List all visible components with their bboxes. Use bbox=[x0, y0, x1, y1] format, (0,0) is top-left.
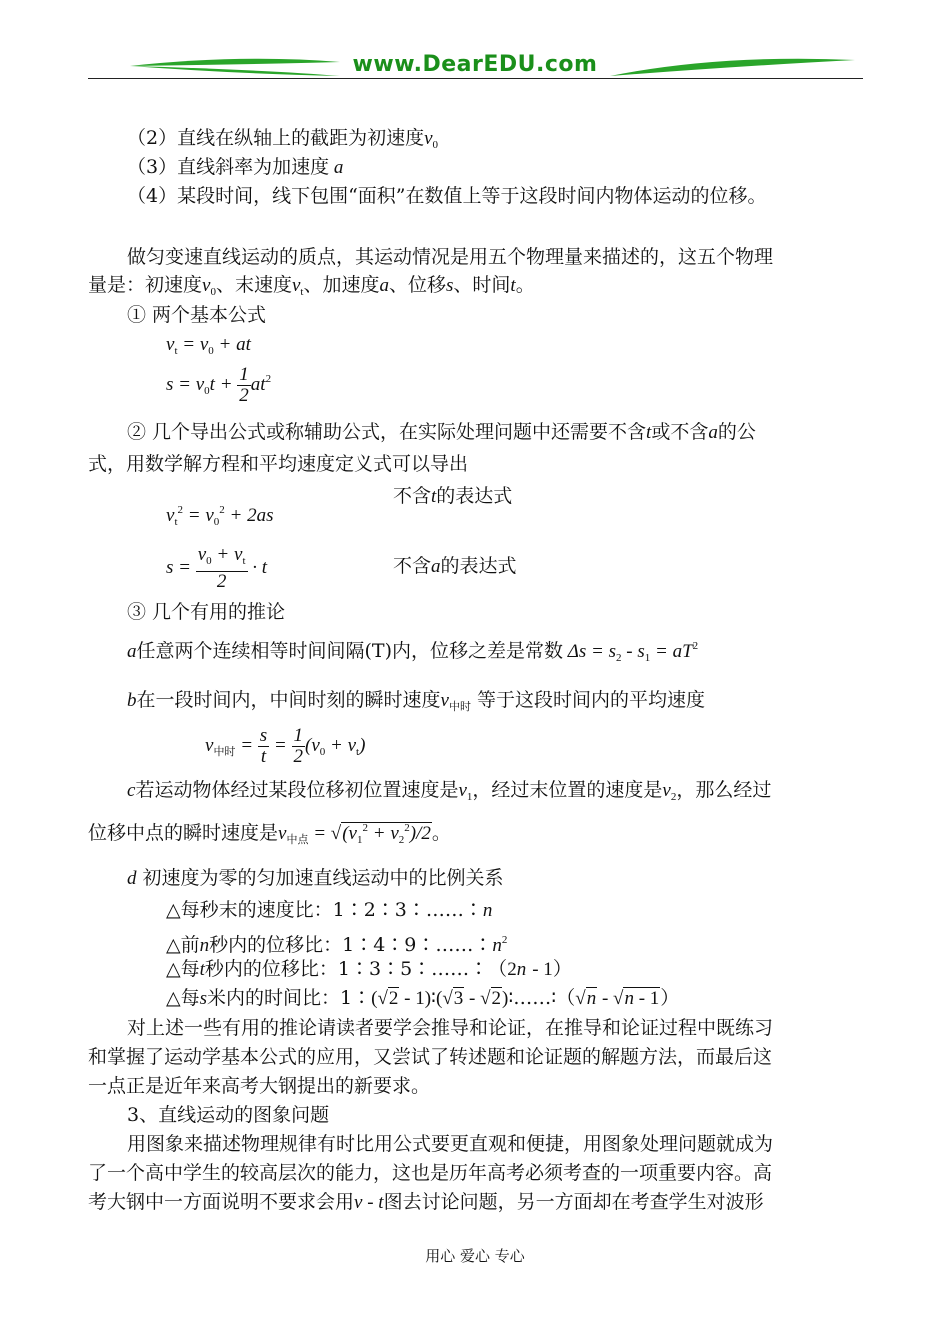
heading-basic-formulas: ① 两个基本公式 bbox=[127, 304, 267, 326]
footer-text: 用心 爱心 专心 bbox=[425, 1247, 525, 1265]
formula-s: $s = v_0t$ + $\frac{1}{2}$ $at^2$ bbox=[166, 364, 272, 406]
ratio-displacement-each-t: △每t秒内的位移比：1∶3∶5∶……∶（2n - 1） bbox=[166, 958, 572, 980]
formula-vt2: $v_t^2 = v_0^2 + 2as$ bbox=[166, 504, 274, 528]
para1-line1: 做匀变速直线运动的质点，其运动情况是用五个物理量来描述的，这五个物理 bbox=[127, 246, 774, 268]
ratio-displacement-first-n: △前n秒内的位移比：$1∶4∶9∶\dots\dots∶n^2$ bbox=[166, 934, 508, 956]
heading-corollaries: ③ 几个有用的推论 bbox=[127, 601, 286, 623]
corollary-c: c若运动物体经过某段位移初位置速度是$v_1$，经过末位置的速度是$v_2$，那么经过 bbox=[127, 779, 772, 803]
derived-line2: 式，用数学解方程和平均速度定义式可以导出 bbox=[88, 453, 469, 475]
para3-line1: 用图象来描述物理规律有时比用公式要更直观和便捷，用图象处理问题就成为 bbox=[127, 1133, 774, 1155]
section-3-title: 3、直线运动的图象问题 bbox=[127, 1104, 330, 1126]
formula-vt: $v_t = v_0$ + at bbox=[166, 334, 251, 357]
corollary-c-line2: 位移中点的瞬时速度是$v_{中点} = √(v_1^2 + v_2^2)/2$。 bbox=[88, 822, 451, 846]
corollary-d: d 初速度为零的匀加速直线运动中的比例关系 bbox=[127, 867, 504, 889]
para3-line3: 考大钢中一方面说明不要求会用v - t图去讨论问题，另一方面却在考查学生对波形 bbox=[88, 1191, 764, 1213]
para2-line1: 对上述一些有用的推论请读者要学会推导和论证，在推导和论证过程中既练习 bbox=[127, 1017, 774, 1039]
corollary-a: a任意两个连续相等时间间隔(T)内，位移之差是常数 $\Delta s = s_2 - s_1 = aT^2$ bbox=[127, 640, 699, 664]
para2-line3: 一点正是近年来高考大钢提出的新要求。 bbox=[88, 1075, 431, 1097]
logo-text: www.DearEDU.com bbox=[352, 52, 598, 77]
item-3: （3）直线斜率为加速度 a bbox=[127, 156, 344, 178]
corollary-b: b在一段时间内，中间时刻的瞬时速度$v_{中时}$ 等于这段时间内的平均速度 bbox=[127, 689, 706, 713]
formula-s-avg: s = $\frac{v_0 + v_t}{2}$ · t bbox=[166, 544, 268, 592]
ratio-time-each-s: △每s米内的时间比：1∶(√2 - 1)∶(√3 - √2)∶……∶（√n - √n - 1） bbox=[166, 987, 680, 1009]
para2-line2: 和掌握了运动学基本公式的应用，又尝试了转述题和论证题的解题方法，而最后这 bbox=[88, 1046, 773, 1068]
heading-derived-formulas: ② 几个导出公式或称辅助公式，在实际处理问题中还需要不含t或不含a的公 bbox=[127, 421, 756, 443]
note-no-a: 不含a的表达式 bbox=[393, 555, 517, 577]
ratio-velocity: △每秒末的速度比：1∶2∶3∶……∶n bbox=[166, 899, 493, 921]
para3-line2: 了一个高中学生的较高层次的能力，这也是历年高考必须考查的一项重要内容。高 bbox=[88, 1162, 773, 1184]
header-rule bbox=[88, 78, 863, 79]
formula-v-mid: $v_{中时}$ = $\frac{s}{t}$ = $\frac{1}{2}$ $(v_0 + v_t)$ bbox=[205, 725, 366, 767]
item-2: （2）直线在纵轴上的截距为初速度$v_0$ bbox=[127, 127, 439, 151]
para1-line2: 量是：初速度$v_0$、末速度$v_t$、加速度a、位移s、时间t。 bbox=[88, 274, 535, 298]
item-4: （4）某段时间，线下包围“面积”在数值上等于这段时间内物体运动的位移。 bbox=[127, 185, 767, 207]
note-no-t: 不含t的表达式 bbox=[393, 485, 513, 507]
